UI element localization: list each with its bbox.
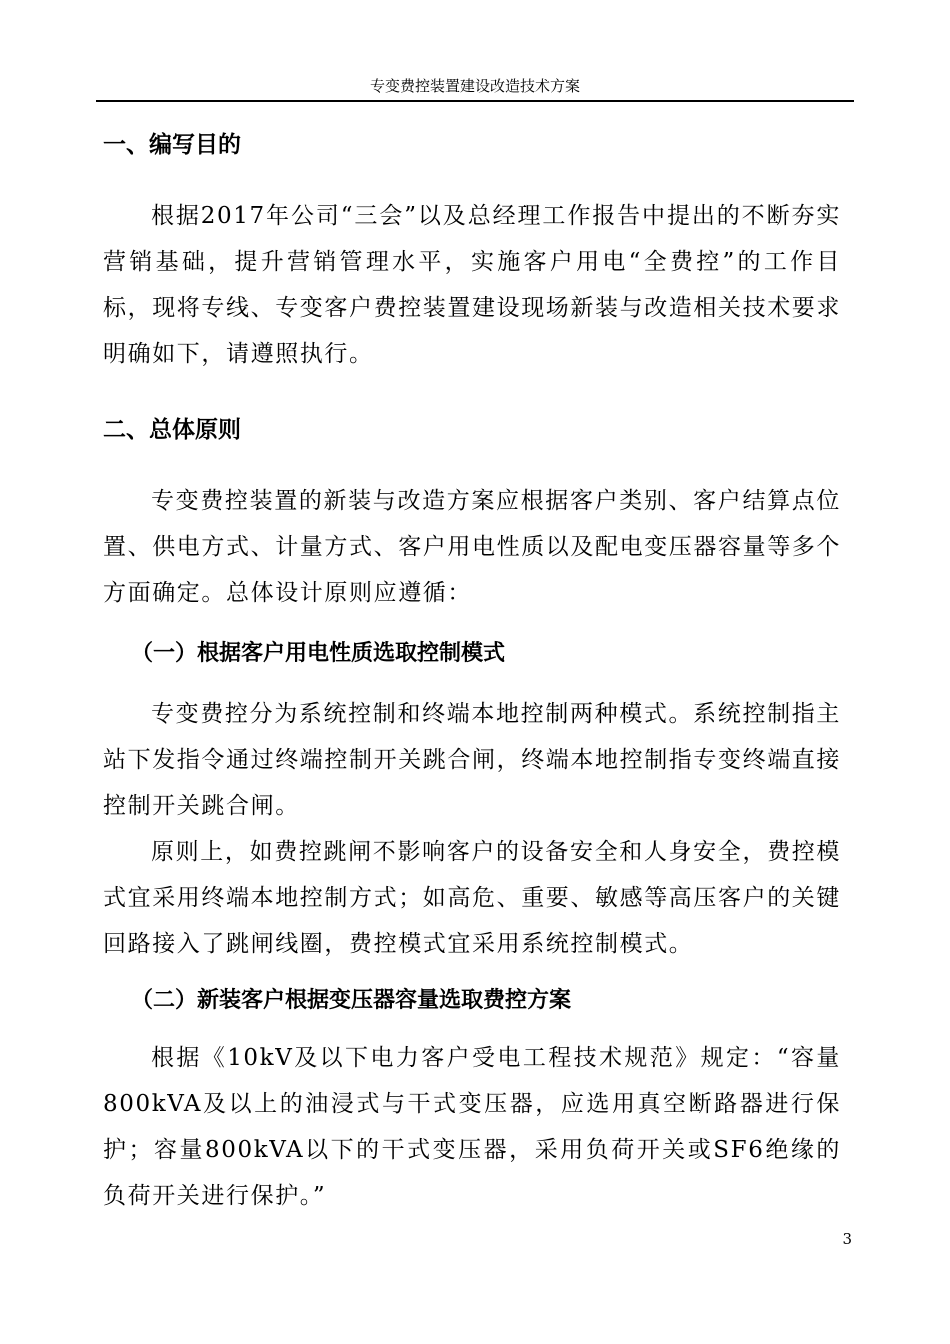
- subsection-heading-control-mode: （一）根据客户用电性质选取控制模式: [131, 641, 506, 666]
- running-header: 专变费控装置建设改造技术方案: [369, 77, 580, 95]
- subsection-paragraph-transformer-spec: 根据《10kV及以下电力客户受电工程技术规范》规定：“容量800kVA及以上的油浸式与干式变压器，应选用真空断路器进行保护；容量800kVA以下的干式变压器，采用负荷开关或SF6绝缘的负荷开关进行保护。”: [103, 1045, 841, 1209]
- subsection-heading-transformer-capacity: （二）新装客户根据变压器容量选取费控方案: [131, 988, 572, 1013]
- header-divider: [96, 100, 854, 102]
- subsection-paragraph-control-modes: 专变费控分为系统控制和终端本地控制两种模式。系统控制指主站下发指令通过终端控制开关跳合闸，终端本地控制指专变终端直接控制开关跳合闸。: [103, 701, 841, 819]
- subsection-paragraph-control-principle: 原则上，如费控跳闸不影响客户的设备安全和人身安全，费控模式宜采用终端本地控制方式；如高危、重要、敏感等高压客户的关键回路接入了跳闸线圈，费控模式宜采用系统控制模式。: [103, 839, 841, 957]
- section-heading-purpose: 一、编写目的: [103, 132, 241, 158]
- section-paragraph-purpose: 根据2017年公司“三会”以及总经理工作报告中提出的不断夯实营销基础，提升营销管理水平，实施客户用电“全费控”的工作目标，现将专线、专变客户费控装置建设现场新装与改造相关技术要求明确如下，请遵照执行。: [103, 203, 841, 367]
- section-heading-principles: 二、总体原则: [103, 417, 241, 443]
- section-paragraph-principles: 专变费控装置的新装与改造方案应根据客户类别、客户结算点位置、供电方式、计量方式、客户用电性质以及配电变压器容量等多个方面确定。总体设计原则应遵循：: [103, 488, 841, 606]
- page-body: [103, 124, 841, 1219]
- page-number: 3: [842, 1230, 852, 1248]
